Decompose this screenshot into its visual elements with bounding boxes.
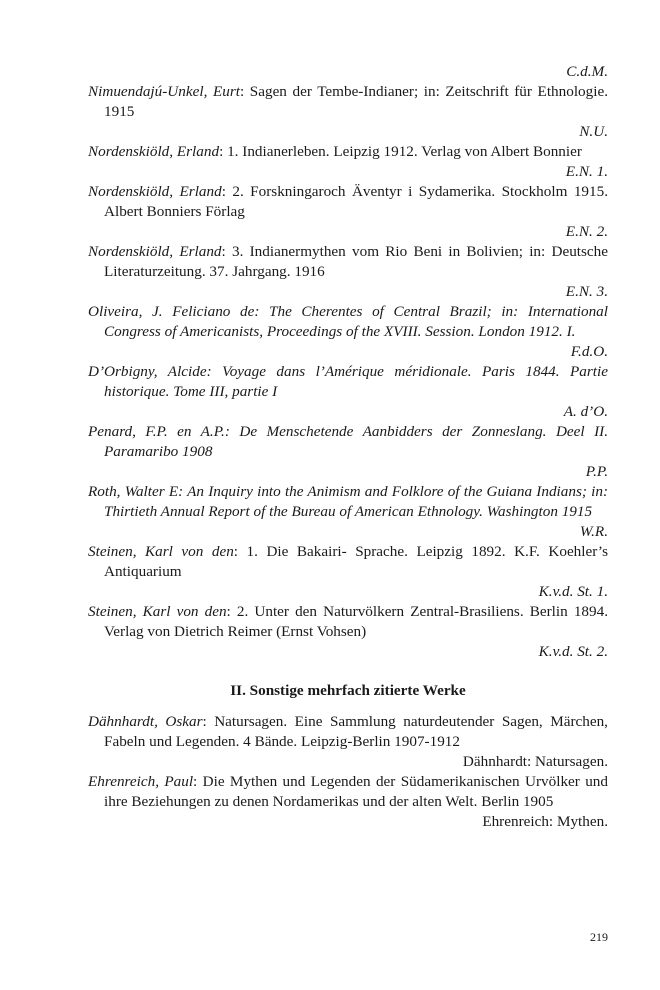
page-content: [88, 62, 608, 832]
entry-text: Roth, Walter E: An Inquiry into the Animism and Folklore of the Guiana Indians; in: Thirtieth Annual Report of the Bureau of American Ethnology. Washington 1915: [88, 483, 608, 520]
entry-text: Penard, F.P. en A.P.: De Menschetende Aanbidders der Zonneslang. Deel II. Paramaribo 1908: [88, 423, 608, 460]
abbreviation: A. d’O.: [563, 403, 608, 420]
entry-rest: : 1. Indianerleben. Leipzig 1912. Verlag von Albert Bonnier: [219, 143, 582, 160]
abbreviation: N.U.: [579, 123, 608, 140]
abbreviation: W.R.: [579, 523, 608, 540]
bibliography-entry: [88, 142, 608, 182]
abbreviation: K.v.d. St. 2.: [538, 643, 608, 660]
bibliography-entry: [88, 482, 608, 542]
abbreviation: F.d.O.: [570, 343, 608, 360]
entry-author: Nordenskiöld, Erland: [88, 143, 220, 160]
abbreviation: K.v.d. St. 1.: [538, 583, 608, 600]
entry-text: [88, 242, 608, 282]
bibliography-entry: [88, 712, 608, 772]
entry-text: [88, 142, 608, 162]
entry-author: Nordenskiöld, Erland: [88, 243, 222, 260]
entry-author: Dähnhardt, Oskar: [88, 713, 203, 730]
entry-author: Nimuendajú-Unkel, Eurt: [88, 83, 240, 100]
bibliography-entry: [88, 302, 608, 362]
bibliography-entry: [88, 242, 608, 302]
bibliography-entry: [88, 542, 608, 602]
bibliography-entry: [88, 362, 608, 422]
page-number: 219: [590, 930, 608, 944]
bibliography-entry: [88, 182, 608, 242]
abbreviation: E.N. 1.: [565, 163, 608, 180]
entry-author: Steinen, Karl von den: [88, 603, 227, 620]
entry-text: [88, 772, 608, 812]
entry-text: [88, 82, 608, 122]
entry-text: [88, 542, 608, 582]
entry-rest: : 3. Indianermythen vom Rio Beni in Bolivien; in: Deutsche Literaturzeitung. 37. Jahrgang. 1916: [104, 243, 608, 280]
entry-author: Nordenskiöld, Erland: [88, 183, 222, 200]
entry-author: Steinen, Karl von den: [88, 543, 234, 560]
entry-author: Ehrenreich, Paul: [88, 773, 194, 790]
abbreviation: E.N. 3.: [565, 283, 608, 300]
bibliography-entry: [88, 772, 608, 832]
abbreviation: Ehrenreich: Mythen.: [482, 813, 608, 830]
bibliography-entry: [88, 82, 608, 142]
entry-rest: : 2. Forskningaroch Äventyr i Sydamerika. Stockholm 1915. Albert Bonniers Förlag: [104, 183, 608, 220]
abbreviation: C.d.M.: [566, 63, 608, 80]
entry-rest: : Die Mythen und Legenden der Südamerikanischen Urvölker und ihre Beziehungen zu denen Nordamerikas und der alten Welt. Berlin 1905: [104, 773, 608, 810]
bibliography-entry: [88, 422, 608, 482]
entry-text: Oliveira, J. Feliciano de: The Cherentes of Central Brazil; in: International Congress of Americanists, Proceedings of the XVIII. Session. London 1912. I.: [88, 303, 608, 340]
entry-text: [88, 602, 608, 642]
entry-text: D’Orbigny, Alcide: Voyage dans l’Amérique méridionale. Paris 1844. Partie historique. Tome III, partie I: [88, 363, 608, 400]
entry-text: [88, 712, 608, 752]
entry-rest: : 2. Unter den Naturvölkern Zentral-Brasiliens. Berlin 1894. Verlag von Dietrich Reimer (Ernst Vohsen): [104, 603, 608, 640]
bibliography-entry: [88, 602, 608, 662]
entry-text: [88, 182, 608, 222]
abbreviation: E.N. 2.: [565, 223, 608, 240]
entry-rest: : Natursagen. Eine Sammlung naturdeutender Sagen, Märchen, Fabeln und Legenden. 4 Bände. Leipzig-Berlin 1907-1912: [104, 713, 608, 750]
section-heading: II. Sonstige mehrfach zitierte Werke: [230, 682, 466, 699]
abbreviation: P.P.: [585, 463, 608, 480]
entry-rest: : Sagen der Tembe-Indianer; in: Zeitschrift für Ethnologie. 1915: [104, 83, 608, 120]
entry-rest: : 1. Die Bakairi- Sprache. Leipzig 1892. K.F. Koehler’s Antiquarium: [104, 543, 608, 580]
abbreviation: Dähnhardt: Natursagen.: [462, 753, 608, 770]
